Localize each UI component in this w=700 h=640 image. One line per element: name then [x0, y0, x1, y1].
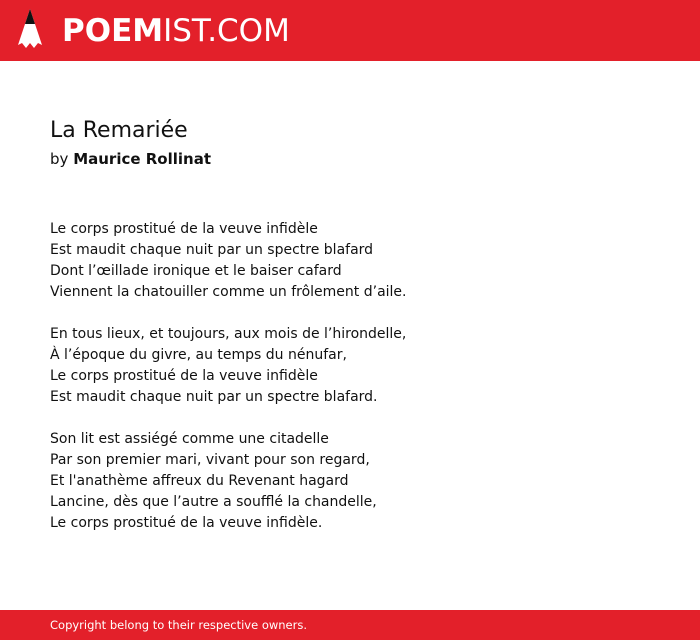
stanza [50, 324, 650, 408]
poem-line: En tous lieux, et toujours, aux mois de l’hirondelle, [50, 326, 407, 342]
poem-line: Dont l’œillade ironique et le baiser cafard [50, 263, 342, 279]
poem-line: Est maudit chaque nuit par un spectre blafard. [50, 389, 378, 405]
poem-line: Son lit est assiégé comme une citadelle [50, 431, 329, 447]
logo-text-strong: POEM [62, 13, 164, 49]
poem-line: Le corps prostitué de la veuve infidèle [50, 221, 318, 237]
stanza [50, 429, 650, 534]
by-label: by [50, 150, 69, 168]
site-logo-link[interactable] [62, 13, 290, 49]
poem-body [50, 219, 650, 555]
poem-line: À l’époque du givre, au temps du nénufar, [50, 347, 347, 363]
site-header [0, 0, 700, 61]
poem-title: La Remariée [50, 118, 188, 143]
poem-line: Le corps prostitué de la veuve infidèle [50, 368, 318, 384]
copyright-notice: Copyright belong to their respective owners. [50, 618, 308, 632]
poem-author: Maurice Rollinat [73, 150, 211, 168]
site-footer [0, 610, 700, 640]
poem-line: Le corps prostitué de la veuve infidèle. [50, 515, 323, 531]
logo-text-light: IST.COM [163, 13, 290, 49]
poem-line: Lancine, dès que l’autre a soufflé la chandelle, [50, 494, 377, 510]
poem-line: Viennent la chatouiller comme un frôlement d’aile. [50, 284, 407, 300]
poem-line: Est maudit chaque nuit par un spectre blafard [50, 242, 374, 258]
pencil-tip-icon[interactable] [17, 9, 43, 51]
stanza [50, 219, 650, 303]
byline [50, 148, 211, 170]
poem-line: Par son premier mari, vivant pour son regard, [50, 452, 370, 468]
poem-line: Et l'anathème affreux du Revenant hagard [50, 473, 349, 489]
